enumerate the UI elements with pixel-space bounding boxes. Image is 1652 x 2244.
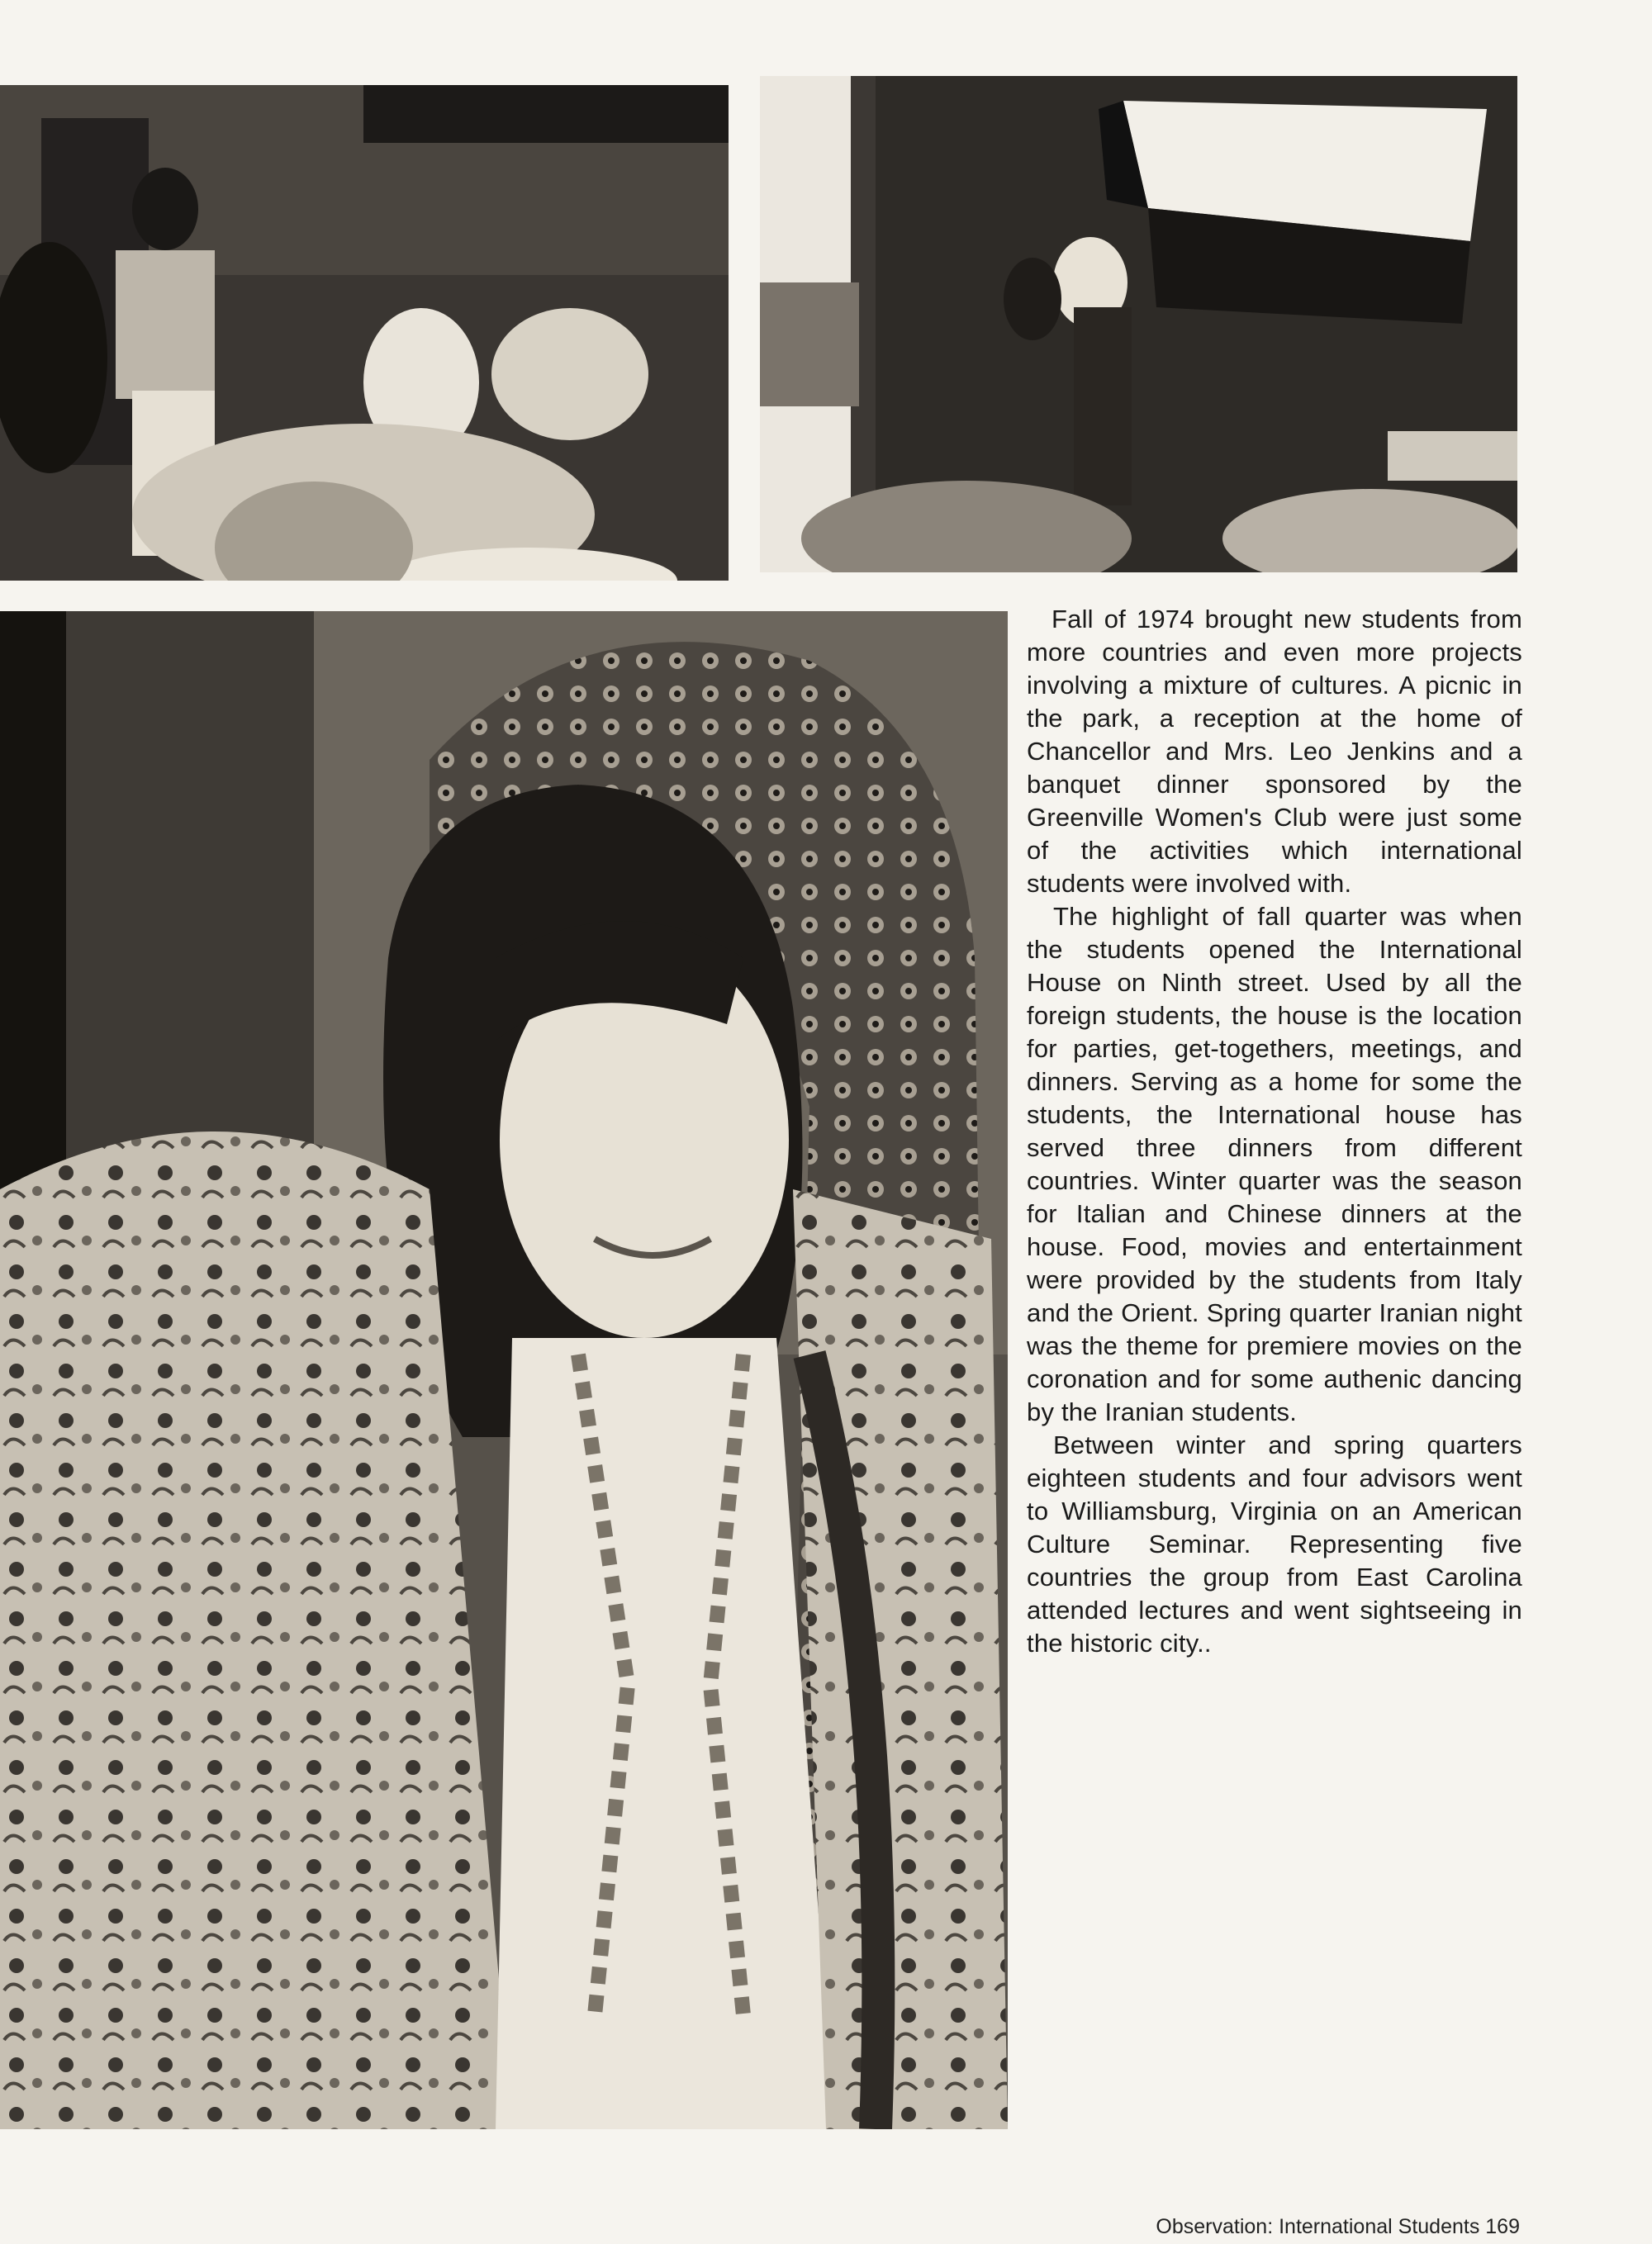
photo-woman-in-traditional-dress	[0, 611, 1008, 2129]
article-paragraph: The highlight of fall quarter was when the students opened the International House on Ninth street. Used by all the foreign students, the house is the location for parties, get-togethers, meetings, and dinners. Serving as a home for some the students, the International house has served three dinners from different countries. Winter quarter was the season for Italian and Chinese dinners at the house. Food, movies and entertainment were provided by the students from Italy and the Orient. Spring quarter Iranian night was the theme for premiere movies on the coronation and for some authenic dancing by the Iranian students.	[1027, 902, 1522, 1426]
article-paragraph: Between winter and spring quarters eighteen students and four advisors went to Williamsburg, Virginia on an American Culture Seminar. Representing five countries the group from East Carolina attended lectures and went sightseeing in the historic city..	[1027, 1430, 1522, 1658]
photo-international-house-party-image	[760, 76, 1517, 572]
page-footer: Observation: International Students 169	[1156, 2215, 1520, 2238]
photo-woman-in-traditional-dress-image	[0, 611, 1008, 2129]
photo-dinner-gathering-image	[0, 85, 729, 581]
photo-dinner-gathering	[0, 85, 729, 581]
photo-international-house-party	[760, 76, 1517, 572]
article-paragraph: Fall of 1974 brought new students from more countries and even more projects involving a mixture of cultures. A picnic in the park, a reception at the home of Chancellor and Mrs. Leo Jenkins and a banquet dinner sponsored by the Greenville Women's Club were just some of the activities which international students were involved with.	[1027, 605, 1522, 898]
article-body	[1027, 603, 1522, 1660]
